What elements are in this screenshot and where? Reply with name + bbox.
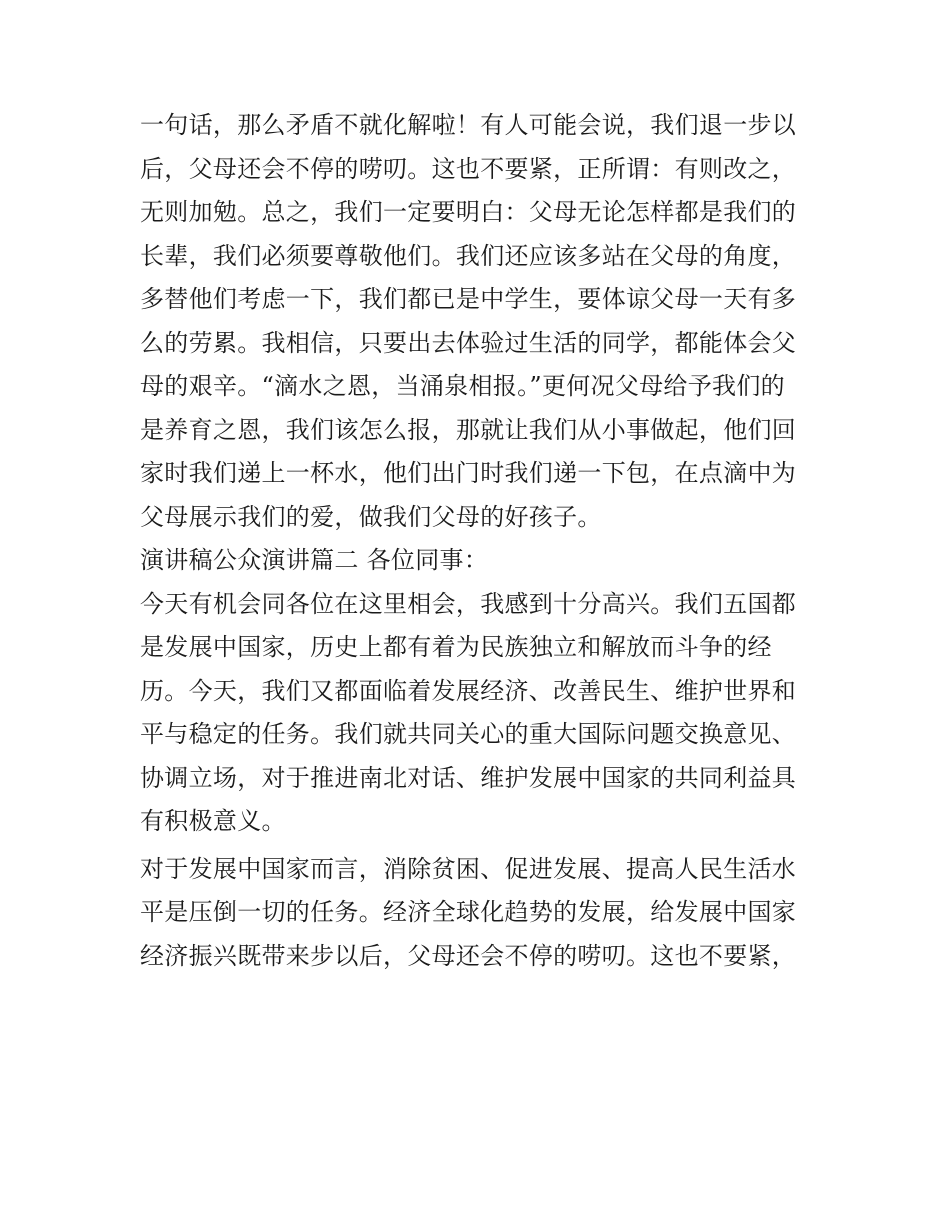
text-line: 是发展中国家，历史上都有着为民族独立和解放而斗争的经: [140, 633, 772, 661]
text-line: 平与稳定的任务。我们就共同关心的重大国际问题交换意见、: [140, 720, 797, 748]
text-line: 多替他们考虑一下，我们都已是中学生，要体谅父母一天有多: [140, 285, 797, 313]
text-line: 长辈，我们必须要尊敬他们。我们还应该多站在父母的角度，: [140, 241, 797, 270]
text-line: 协调立场，对于推进南北对话、维护发展中国家的共同利益具: [140, 763, 797, 792]
text-line: 家时我们递上一杯水，他们出门时我们递一下包，在点滴中为: [140, 459, 797, 487]
section-heading: 演讲稿公众演讲篇二 各位同事：: [140, 546, 489, 574]
text-line: 么的劳累。我相信，只要出去体验过生活的同学，都能体会父: [140, 328, 797, 357]
text-line: 父母展示我们的爱，做我们父母的好孩子。: [140, 502, 602, 531]
text-line: 无则加勉。总之，我们一定要明白：父母无论怎样都是我们的: [140, 198, 797, 226]
text-line: 是养育之恩，我们该怎么报，那就让我们从小事做起，他们回: [140, 415, 797, 444]
text-line: 有积极意义。: [140, 807, 286, 835]
text-line: 后，父母还会不停的唠叨。这也不要紧，正所谓：有则改之，: [140, 154, 797, 183]
text-line: 对于发展中国家而言，消除贫困、促进发展、提高人民生活水: [140, 854, 797, 883]
document-body: [140, 104, 830, 978]
text-line: 一句话，那么矛盾不就化解啦！有人可能会说，我们退一步以: [140, 111, 797, 139]
text-line: 历。今天，我们又都面临着发展经济、改善民生、维护世界和: [140, 676, 797, 705]
text-line: 今天有机会同各位在这里相会，我感到十分高兴。我们五国都: [140, 589, 797, 618]
text-line: 平是压倒一切的任务。经济全球化趋势的发展，给发展中国家: [140, 898, 797, 926]
text-line: 经济振兴既带来步以后，父母还会不停的唠叨。这也不要紧，: [140, 941, 797, 970]
text-line: 母的艰辛。“滴水之恩，当涌泉相报。”更何况父母给予我们的: [140, 372, 785, 400]
